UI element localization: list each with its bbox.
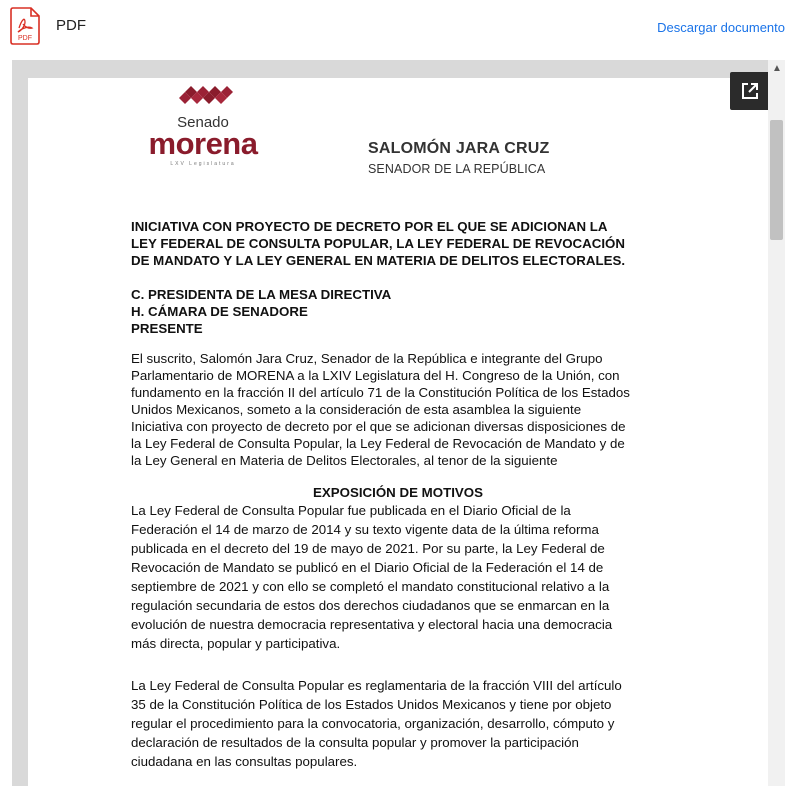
text-line: publicada en el decreto del 19 de mayo de 2021. Por su parte, la Ley Federal de — [131, 541, 605, 556]
addressee-line: H. CÁMARA DE SENADORE — [131, 304, 308, 319]
text-line: El suscrito, Salomón Jara Cruz, Senador de la República e integrante del Grupo — [131, 351, 603, 366]
text-line: ciudadana en las consultas populares. — [131, 754, 358, 769]
pdf-page — [28, 78, 768, 786]
text-line: más directa, popular y participativa. — [131, 636, 341, 651]
text-line: La Ley Federal de Consulta Popular fue publicada en el Diario Oficial de la — [131, 503, 571, 518]
text-line: La Ley Federal de Consulta Popular es reglamentaria de la fracción VIII del artículo — [131, 678, 622, 693]
addressee-block — [131, 286, 665, 337]
document-heading — [131, 218, 665, 269]
text-line: la Ley General en Materia de Delitos Electorales, al tenor de la siguiente — [131, 453, 558, 468]
heading-line: DE MANDATO Y LA LEY GENERAL EN MATERIA DE DELITOS ELECTORALES. — [131, 253, 626, 268]
motives-paragraph-2 — [131, 676, 665, 771]
heading-line: LEY FEDERAL DE CONSULTA POPULAR, LA LEY FEDERAL DE REVOCACIÓN — [131, 236, 625, 251]
chevron-up-icon[interactable]: ▲ — [772, 63, 782, 74]
text-line: Unidos Mexicanos, someto a la consideración de esta asamblea la siguiente — [131, 402, 582, 417]
download-document-link[interactable]: Descargar documento — [657, 20, 785, 35]
motives-paragraph-1 — [131, 501, 665, 653]
logo-senado-text: Senado — [177, 114, 229, 131]
text-line: la Ley Federal de Consulta Popular, la Ley Federal de Revocación de Mandato y de — [131, 436, 625, 451]
text-line: Revocación de Mandato se publicó en el Diario Oficial de la Federación el 14 de — [131, 560, 604, 575]
scrollbar-thumb[interactable] — [770, 120, 783, 240]
section-title: EXPOSICIÓN DE MOTIVOS — [313, 485, 483, 500]
text-line: evolución de nuestra democracia representativa y electoral hacia una democracia — [131, 617, 613, 632]
heading-line: INICIATIVA CON PROYECTO DE DECRETO POR EL QUE SE ADICIONAN LA — [131, 219, 608, 234]
text-line: 35 de la Constitución Política de los Estados Unidos Mexicanos y tiene por objeto — [131, 697, 612, 712]
senado-morena-logo — [143, 86, 273, 166]
text-line: septiembre de 2021 y con ello se completó el mandato constitucional relativo a la — [131, 579, 610, 594]
addressee-line: C. PRESIDENTA DE LA MESA DIRECTIVA — [131, 287, 392, 302]
pdf-file-icon — [10, 7, 40, 45]
logo-morena-text: morena — [148, 126, 258, 161]
text-line: declaración de resultados de la consulta popular y promover la participación — [131, 735, 579, 750]
viewer-header — [0, 0, 800, 58]
vertical-scrollbar[interactable] — [768, 60, 785, 786]
text-line: Federación el 14 de marzo de 2014 y su texto vigente data de la última reforma — [131, 522, 599, 537]
addressee-line: PRESENTE — [131, 321, 203, 336]
senator-title: SENADOR DE LA REPÚBLICA — [368, 162, 546, 176]
senator-name: SALOMÓN JARA CRUZ — [368, 140, 550, 157]
open-in-new-window-button[interactable] — [730, 72, 770, 110]
logo-diamonds-icon — [177, 86, 237, 112]
text-line: regular el procedimiento para la convocatoria, organización, desarrollo, cómputo y — [131, 716, 615, 731]
pdf-viewer[interactable] — [12, 60, 785, 786]
text-line: Parlamentario de MORENA a la LXIV Legislatura del H. Congreso de la Unión, con — [131, 368, 620, 383]
text-line: Iniciativa con proyecto de decreto por el que se adicionan diversas disposiciones de — [131, 419, 626, 434]
pdf-icon-text: PDF — [18, 35, 32, 42]
intro-paragraph — [131, 350, 665, 469]
logo-legislatura-text: LXV Legislatura — [170, 161, 236, 167]
file-type-label: PDF — [56, 17, 86, 34]
text-line: fundamento en la fracción II del artículo 71 de la Constitución Política de los Estados — [131, 385, 630, 400]
open-in-new-icon — [740, 81, 760, 101]
text-line: regulación secundaria de estos dos derechos ciudadanos que se enmarcan en la — [131, 598, 610, 613]
